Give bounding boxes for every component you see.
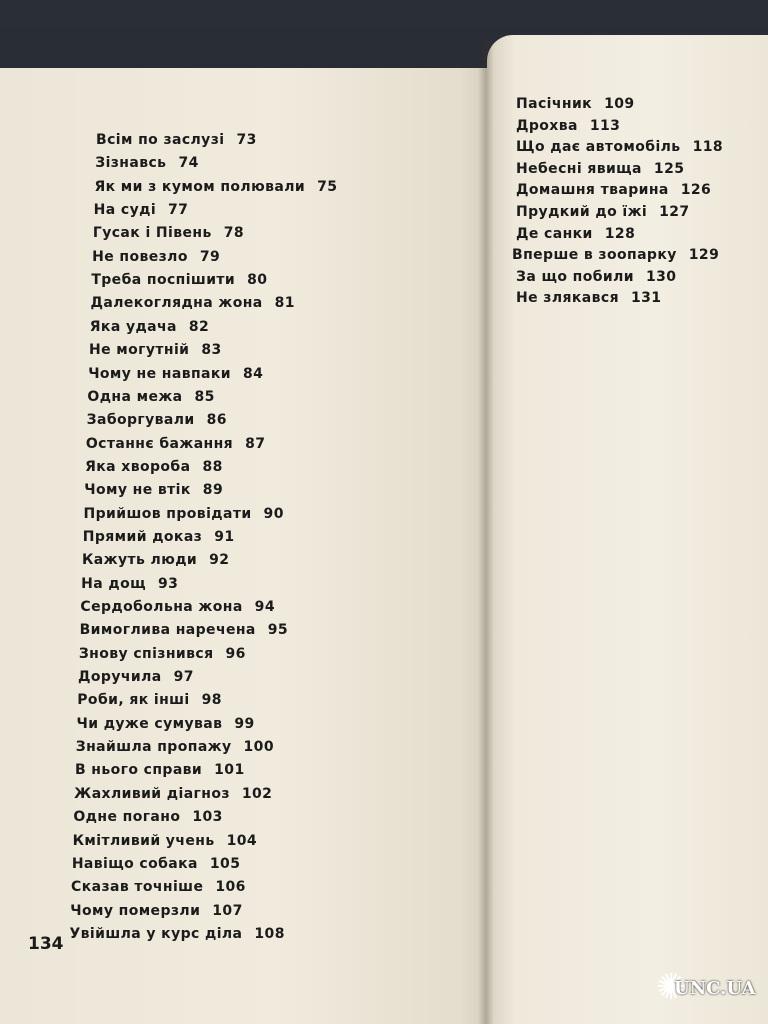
toc-entry-title: Кмітливий учень bbox=[72, 832, 215, 849]
toc-entry bbox=[73, 833, 257, 849]
toc-entry-title: Сердобольна жона bbox=[80, 599, 243, 615]
toc-entry bbox=[516, 204, 690, 220]
toc-entry bbox=[516, 118, 620, 134]
toc-entry bbox=[75, 762, 245, 778]
toc-entry-title: Зізнавсь bbox=[95, 155, 167, 172]
toc-entry bbox=[74, 786, 272, 802]
toc-entry bbox=[88, 366, 263, 382]
toc-entry-title: Всім по заслузі bbox=[96, 132, 225, 148]
toc-entry bbox=[77, 716, 255, 732]
page-number: 134 bbox=[28, 934, 64, 954]
toc-entry bbox=[516, 226, 635, 242]
toc-entry-title: Знову спізнився bbox=[78, 645, 214, 662]
toc-entry-page: 90 bbox=[263, 505, 284, 522]
toc-entry-title: Домашня тварина bbox=[516, 182, 669, 199]
toc-entry-page: 102 bbox=[241, 785, 273, 802]
toc-entry bbox=[93, 225, 244, 241]
toc-entry bbox=[81, 576, 178, 592]
toc-entry bbox=[516, 290, 661, 306]
toc-entry-page: 75 bbox=[317, 178, 338, 195]
toc-entry-title: Далекоглядна жона bbox=[90, 295, 263, 312]
toc-entry bbox=[91, 295, 295, 311]
toc-entry-page: 99 bbox=[234, 715, 255, 732]
toc-entry bbox=[72, 856, 241, 872]
toc-entry bbox=[71, 879, 246, 895]
toc-entry-page: 106 bbox=[215, 879, 246, 896]
toc-entry-page: 107 bbox=[212, 902, 243, 919]
toc-entry-title: Як ми з кумом полювали bbox=[94, 178, 306, 195]
toc-entry-page: 82 bbox=[188, 318, 210, 335]
toc-entry bbox=[70, 903, 242, 919]
toc-entry-title: В нього справи bbox=[74, 762, 203, 779]
watermark-text: UNC.UA bbox=[674, 978, 756, 999]
toc-entry-title: На суді bbox=[93, 202, 157, 219]
toc-entry-page: 93 bbox=[158, 575, 179, 592]
toc-entry bbox=[82, 552, 229, 568]
toc-entry-title: Кажуть люди bbox=[81, 552, 198, 569]
toc-entry-title: Доручила bbox=[78, 669, 162, 686]
toc-entry-page: 73 bbox=[236, 132, 257, 148]
toc-entry-title: Чому не втік bbox=[84, 482, 191, 499]
toc-entry-title: Не могутній bbox=[88, 342, 190, 359]
toc-entry-title: Де санки bbox=[516, 225, 593, 242]
toc-entry bbox=[69, 926, 284, 942]
toc-entry-page: 94 bbox=[254, 599, 275, 615]
toc-entry-page: 118 bbox=[692, 139, 723, 156]
toc-entry bbox=[87, 389, 214, 405]
toc-entry-title: Знайшла пропажу bbox=[75, 739, 232, 756]
toc-entry-page: 74 bbox=[178, 155, 199, 172]
toc-entry bbox=[85, 459, 223, 475]
toc-entry bbox=[83, 529, 235, 545]
toc-entry-title: На дощ bbox=[81, 575, 147, 592]
toc-entry-page: 125 bbox=[653, 160, 685, 177]
toc-entry bbox=[86, 436, 266, 452]
toc-entry bbox=[94, 179, 337, 195]
toc-entry-page: 98 bbox=[201, 692, 222, 709]
toc-entry-page: 92 bbox=[209, 552, 230, 569]
toc-entry-page: 104 bbox=[226, 832, 258, 849]
toc-entry-page: 89 bbox=[202, 482, 224, 499]
toc-entry-title: Яка хвороба bbox=[85, 458, 191, 475]
toc-entry-page: 80 bbox=[247, 272, 268, 289]
toc-entry-title: Увійшла у курс діла bbox=[69, 925, 243, 942]
toc-entry-title: Заборгували bbox=[86, 412, 195, 429]
toc-entry-title: Останнє бажання bbox=[85, 435, 234, 452]
toc-entry-page: 113 bbox=[589, 117, 621, 134]
toc-entry-page: 78 bbox=[223, 225, 245, 242]
toc-entry bbox=[516, 96, 635, 112]
toc-entry-title: Роби, як інші bbox=[77, 692, 190, 709]
toc-entry-page: 86 bbox=[206, 412, 227, 429]
toc-entry-page: 88 bbox=[202, 458, 223, 475]
toc-entry bbox=[94, 202, 189, 218]
toc-entry-title: Чому померзли bbox=[70, 902, 201, 919]
toc-entry-page: 95 bbox=[267, 622, 289, 639]
toc-entry bbox=[84, 506, 284, 522]
toc-entry bbox=[92, 249, 220, 265]
toc-entry-title: Жахливий діагноз bbox=[74, 785, 230, 802]
toc-entry bbox=[76, 739, 274, 755]
toc-entry bbox=[80, 622, 288, 638]
toc-entry bbox=[516, 161, 684, 177]
toc-entry-page: 129 bbox=[688, 247, 720, 264]
toc-entry-page: 105 bbox=[209, 855, 241, 872]
toc-entry-page: 126 bbox=[680, 182, 712, 199]
toc-entry bbox=[78, 669, 194, 685]
toc-entry bbox=[516, 269, 676, 285]
toc-entry-page: 96 bbox=[225, 645, 246, 662]
toc-entry-title: За що побили bbox=[516, 268, 634, 285]
toc-entry-page: 103 bbox=[192, 809, 223, 826]
toc-entry-title: Чому не навпаки bbox=[88, 365, 232, 382]
toc-entry-page: 97 bbox=[173, 669, 194, 686]
toc-entry-title: Треба поспішити bbox=[91, 272, 236, 289]
toc-entry-title: Вимоглива наречена bbox=[79, 622, 256, 639]
sun-burst-icon: ✺ bbox=[656, 967, 687, 1008]
toc-entry-title: Сказав точніше bbox=[71, 879, 204, 896]
toc-entry-title: Прямий доказ bbox=[82, 528, 203, 545]
toc-entry-title: Прийшов провідати bbox=[83, 505, 252, 522]
toc-entry bbox=[77, 692, 222, 708]
toc-entry-title: Що дає автомобіль bbox=[516, 139, 681, 156]
toc-entry-title: Не повезло bbox=[92, 248, 188, 265]
toc-entry-page: 81 bbox=[274, 295, 295, 312]
toc-entry-title: Не злякався bbox=[516, 290, 619, 307]
toc-entry-title: Вперше в зоопарку bbox=[512, 247, 677, 264]
toc-entry-page: 100 bbox=[243, 739, 274, 756]
toc-entry-page: 91 bbox=[214, 528, 235, 545]
toc-entry-page: 130 bbox=[645, 268, 677, 285]
toc-entry bbox=[96, 132, 257, 148]
toc-entry bbox=[80, 599, 275, 615]
toc-entry-page: 127 bbox=[659, 204, 690, 220]
toc-entry-title: Чи дуже сумував bbox=[76, 715, 223, 732]
watermark bbox=[656, 968, 766, 1012]
toc-entry-title: Дрохва bbox=[516, 117, 578, 134]
toc-entry bbox=[516, 139, 723, 155]
toc-entry bbox=[91, 272, 267, 288]
toc-entry bbox=[73, 809, 222, 825]
toc-entry-page: 79 bbox=[199, 248, 221, 265]
toc-entry-title: Навіщо собака bbox=[71, 855, 198, 872]
toc-entry-title: Яка удача bbox=[89, 318, 177, 335]
toc-entry bbox=[79, 646, 246, 662]
toc-entry-title: Гусак і Півень bbox=[92, 225, 212, 242]
toc-entry-page: 109 bbox=[604, 96, 635, 112]
toc-entry bbox=[512, 247, 719, 263]
toc-entry-page: 128 bbox=[604, 225, 636, 242]
toc-entry-page: 131 bbox=[630, 290, 662, 307]
toc-entry-title: Прудкий до їжі bbox=[516, 204, 648, 220]
toc-entry-page: 84 bbox=[243, 365, 264, 382]
toc-entry-page: 83 bbox=[201, 342, 222, 359]
toc-entry-page: 77 bbox=[168, 202, 189, 219]
toc-entry-title: Небесні явища bbox=[516, 160, 642, 177]
toc-entry bbox=[87, 412, 227, 428]
toc-entry bbox=[516, 182, 711, 198]
toc-entry bbox=[84, 482, 223, 498]
book-gutter bbox=[478, 40, 494, 1024]
toc-entry bbox=[89, 342, 222, 358]
toc-entry-page: 101 bbox=[214, 762, 245, 779]
toc-entry-title: Пасічник bbox=[516, 96, 593, 112]
toc-entry bbox=[90, 319, 209, 335]
toc-entry-title: Одне погано bbox=[73, 809, 181, 826]
toc-entry-page: 85 bbox=[194, 388, 215, 405]
toc-entry bbox=[95, 155, 199, 171]
toc-entry-page: 108 bbox=[254, 925, 285, 942]
toc-entry-page: 87 bbox=[245, 435, 266, 452]
toc-entry-title: Одна межа bbox=[87, 388, 183, 405]
